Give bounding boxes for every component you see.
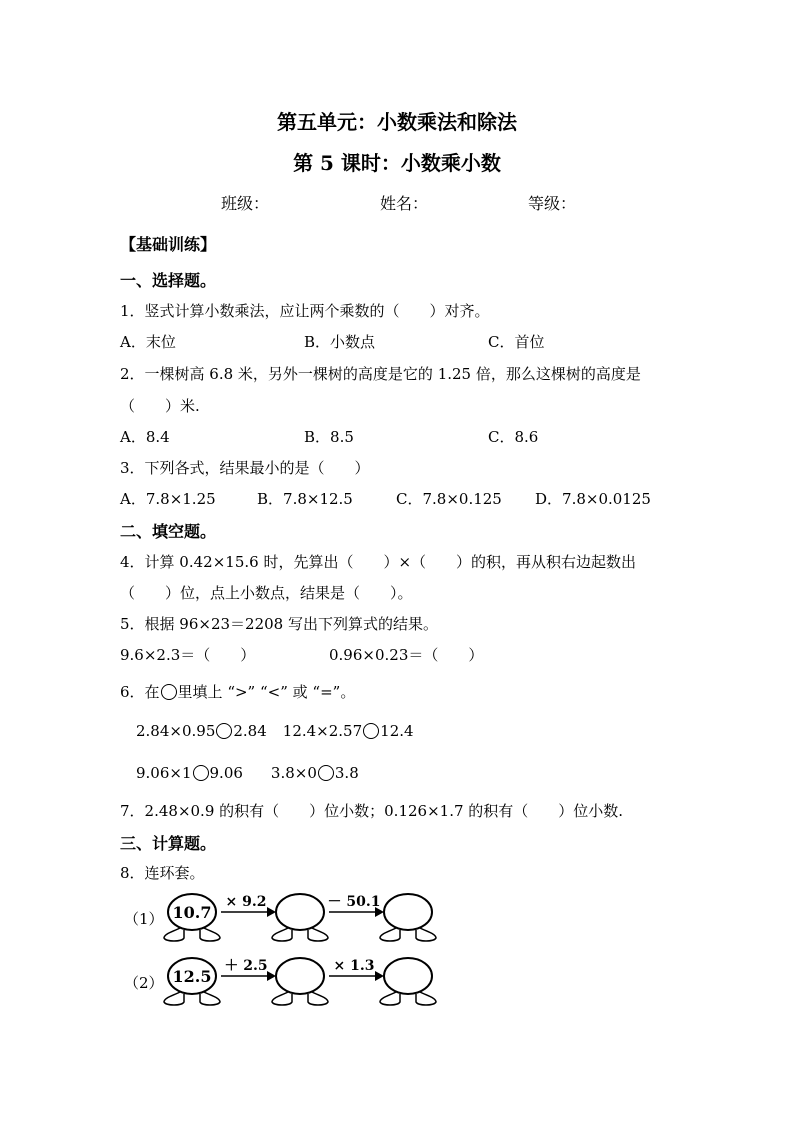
answer-circle[interactable] — [193, 765, 209, 781]
chain-1-op2: － 50.1 — [327, 894, 381, 910]
arrow-1 — [221, 958, 276, 981]
name-label: 姓名： — [380, 194, 429, 213]
arrow-2 — [329, 958, 384, 981]
q2-stem-line1: 2．一棵树高 6.8 米，另外一棵树的高度是它的 1.25 倍，那么这棵树的高度是 — [120, 365, 641, 383]
chain-2-label: （2） — [124, 974, 164, 992]
chain-2-start-value: 12.5 — [172, 967, 212, 986]
figure-end[interactable] — [380, 958, 436, 1005]
q1-option-c: C．首位 — [488, 333, 545, 351]
q1-option-b: B．小数点 — [304, 333, 376, 351]
answer-circle[interactable] — [318, 765, 334, 781]
q2-option-c: C．8.6 — [488, 428, 539, 446]
figure-middle[interactable] — [272, 958, 328, 1005]
q5-item-2: 0.96×0.23＝（ ） — [329, 646, 484, 664]
chain-1-diagram — [150, 888, 450, 944]
q6-expr-left: 12.4×2.57 — [282, 722, 363, 740]
q6-expr-left: 9.06×1 — [136, 764, 192, 782]
circle-icon — [161, 684, 177, 700]
chain-1-start-value: 10.7 — [172, 903, 212, 922]
chain-2-diagram — [150, 952, 450, 1008]
q1-option-a: A．末位 — [120, 333, 176, 351]
part1-heading: 一、选择题。 — [120, 271, 217, 290]
q1-stem: 1．竖式计算小数乘法，应让两个乘数的（ ）对齐。 — [120, 302, 490, 320]
q6-expr-right: 3.8 — [334, 764, 359, 782]
q8-stem: 8．连环套。 — [120, 864, 205, 882]
answer-circle[interactable] — [216, 723, 232, 739]
figure-middle[interactable] — [272, 894, 328, 941]
q3-option-b: B．7.8×12.5 — [257, 490, 353, 508]
q3-stem: 3．下列各式，结果最小的是（ ） — [120, 459, 370, 477]
answer-circle[interactable] — [363, 723, 379, 739]
q4-line2: （ ）位，点上小数点，结果是（ ）。 — [120, 584, 413, 602]
figure-start — [164, 958, 220, 1005]
q4-line1: 4．计算 0.42×15.6 时，先算出（ ）×（ ）的积，再从积右边起数出 — [120, 553, 637, 571]
part3-heading: 三、计算题。 — [120, 834, 217, 853]
class-label: 班级： — [221, 194, 270, 213]
q2-stem-line2: （ ）米. — [120, 397, 200, 415]
q6-expr-right: 9.06 — [209, 764, 243, 782]
chain-1-label: （1） — [124, 910, 164, 928]
q2-option-b: B．8.5 — [304, 428, 354, 446]
q6-expr-left: 2.84×0.95 — [136, 722, 216, 740]
figure-end[interactable] — [380, 894, 436, 941]
q6-expr-left: 3.8×0 — [270, 764, 317, 782]
q6-row-1 — [136, 722, 414, 740]
q6-stem — [120, 681, 355, 702]
q3-option-a: A．7.8×1.25 — [120, 490, 216, 508]
chain-1-op1: × 9.2 — [225, 894, 267, 910]
q6-expr-right: 12.4 — [380, 722, 414, 740]
figure-start — [164, 894, 220, 941]
q6-expr-right: 2.84 — [233, 722, 267, 740]
q5-stem: 5．根据 96×23＝2208 写出下列算式的结果。 — [120, 615, 438, 633]
q7-stem: 7．2.48×0.9 的积有（ ）位小数；0.126×1.7 的积有（ ）位小数. — [120, 802, 624, 820]
q3-option-d: D．7.8×0.0125 — [535, 490, 651, 508]
arrow-1 — [221, 894, 276, 917]
lesson-title: 第 5 课时：小数乘小数 — [293, 151, 501, 175]
q6-stem-before: 6．在 — [120, 683, 160, 701]
q3-option-c: C．7.8×0.125 — [396, 490, 502, 508]
unit-title: 第五单元：小数乘法和除法 — [277, 110, 517, 134]
chain-2-op1: ＋ 2.5 — [224, 958, 268, 974]
q2-option-a: A．8.4 — [120, 428, 170, 446]
q6-row-2 — [136, 764, 359, 782]
q6-stem-after: 里填上 “>” “<” 或 “=”。 — [177, 683, 356, 701]
section-basic-training: 【基础训练】 — [120, 235, 217, 254]
q5-item-1: 9.6×2.3＝（ ） — [120, 646, 256, 664]
grade-label: 等级： — [528, 194, 577, 213]
arrow-2 — [328, 894, 384, 917]
part2-heading: 二、填空题。 — [120, 522, 217, 541]
chain-2-op2: × 1.3 — [333, 958, 375, 974]
